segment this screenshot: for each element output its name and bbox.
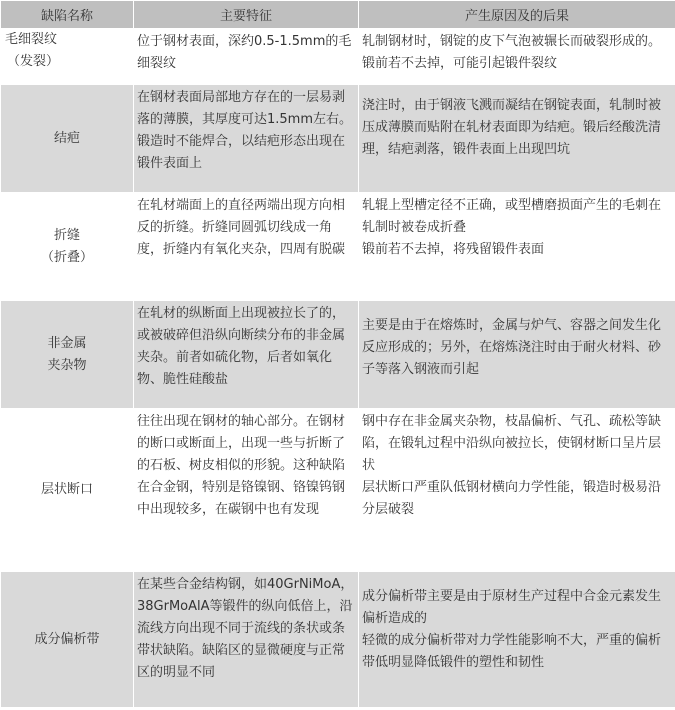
header-defect-name: 缺陷名称 <box>1 1 134 29</box>
defect-name-cell <box>1 29 134 85</box>
defect-name-line: 成分偏析带 <box>34 631 100 647</box>
defect-name-line: （折叠） <box>40 249 93 265</box>
feature-cell: 往往出现在钢材的轴心部分。在钢材的断口或断面上，出现一些与折断了的石板、树皮相似的形貌。这种缺陷在合金钢，特别是铬镍钢、铬镍钨钢中出现较多，在碳钢中也有发现 <box>134 409 359 572</box>
feature-cell: 在钢材表面局部地方存在的一层易剥落的薄膜，其厚度可达1.5mm左右。锻造时不能焊合，以结疤形态出现在锻件表面上 <box>134 85 359 193</box>
cause-text: 轧辊上型槽定径不正确，或型槽磨损面产生的毛刺在轧制时被卷成折叠 <box>362 198 662 235</box>
cause-cell <box>359 85 675 193</box>
cause-cell <box>359 29 675 85</box>
defect-name-line: 夹杂物 <box>47 357 87 373</box>
defect-name-cell <box>1 193 134 301</box>
defect-name-line: 层状断口 <box>40 482 93 497</box>
cause-text: 轻微的成分偏析带对力学性能影响不大，严重的偏析带低明显降低锻件的塑性和韧性 <box>362 633 662 670</box>
defect-name-cell <box>1 572 134 708</box>
defect-name-cell <box>1 85 134 193</box>
cause-text: 成分偏析带主要是由于原材生产过程中合金元素发生偏析造成的 <box>362 589 662 626</box>
cause-cell <box>359 409 675 572</box>
feature-cell: 在轧材的纵断面上出现被拉长了的，或被破碎但沿纵向断续分布的非金属夹杂。前者如硫化物，后者如氧化物、脆性硅酸盐 <box>134 301 359 409</box>
cause-text: 锻前若不去掉，将残留锻件表面 <box>362 242 545 257</box>
table-row <box>1 409 675 572</box>
cause-text: 轧制钢材时，钢锭的皮下气泡被辗长而破裂形成的。锻前若不去掉，可能引起锻件裂纹 <box>362 34 662 71</box>
table-row <box>1 29 675 85</box>
header-row <box>1 1 675 29</box>
feature-cell: 在轧材端面上的直径两端出现方向相反的折缝。折缝同圆弧切线成一角度，折缝内有氧化夹杂，四周有脱碳 <box>134 193 359 301</box>
defect-name-line: 结疤 <box>53 130 80 146</box>
feature-cell: 位于钢材表面，深约0.5-1.5mm的毛细裂纹 <box>134 29 359 85</box>
defect-name-line: 折缝 <box>53 227 80 243</box>
table-row <box>1 301 675 409</box>
defect-name-line: 非金属 <box>47 335 87 351</box>
cause-text: 钢中存在非金属夹杂物，枝晶偏析、气孔、疏松等缺陷，在锻轧过程中沿纵向被拉长，使钢材断口呈片层状 <box>362 414 662 473</box>
defect-name-cell <box>1 409 134 572</box>
defect-name-line: 毛细裂纹 <box>5 32 58 47</box>
header-main-features: 主要特征 <box>134 1 359 29</box>
cause-cell <box>359 572 675 708</box>
table-row <box>1 572 675 708</box>
cause-cell <box>359 301 675 409</box>
defect-name-line: （发裂） <box>7 54 60 69</box>
table-row <box>1 85 675 193</box>
cause-cell <box>359 193 675 301</box>
header-causes-consequences: 产生原因及的后果 <box>359 1 675 29</box>
table-row <box>1 193 675 301</box>
defect-name-cell <box>1 301 134 409</box>
cause-text: 层状断口严重队低钢材横向力学性能，锻造时极易沿分层破裂 <box>362 480 662 517</box>
cause-text: 浇注时，由于钢液飞溅而凝结在钢锭表面，轧制时被压成薄膜而贴附在轧材表面即为结疤。锻后经酸洗清理，结疤剥落，锻件表面上出现凹坑 <box>362 98 662 157</box>
feature-cell: 在某些合金结构钢，如40GrNiMoA，38GrMoAlA等锻件的纵向低倍上，沿流线方向出现不同于流线的条状或条带状缺陷。缺陷区的显微硬度与正常区的明显不同 <box>134 572 359 708</box>
cause-text: 主要是由于在熔炼时，金属与炉气、容器之间发生化反应形成的；另外，在熔炼浇注时由于耐火材料、砂子等落入钢液而引起 <box>362 318 662 377</box>
